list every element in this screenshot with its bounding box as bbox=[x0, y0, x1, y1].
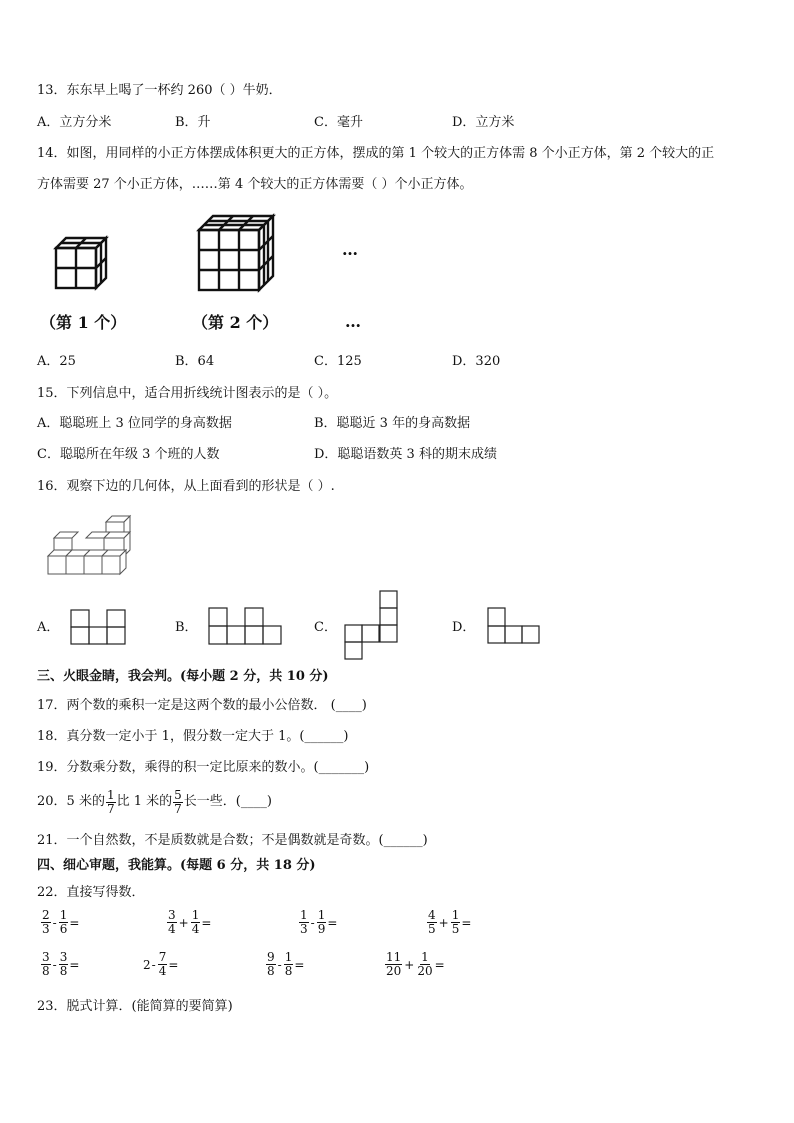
r2-4-op: + bbox=[404, 957, 415, 972]
r1-3-a-den: 3 bbox=[300, 922, 308, 936]
r1-1-a-num: 2 bbox=[42, 908, 50, 922]
r1-1-b-num: 1 bbox=[59, 908, 68, 922]
q13-option-b[interactable]: B．升 bbox=[175, 115, 211, 130]
q17: 17．两个数的乘积一定是这两个数的最小公倍数． (____) bbox=[37, 698, 367, 713]
calc-r1-4 bbox=[426, 909, 471, 936]
r1-2-a-num: 3 bbox=[168, 908, 176, 922]
r1-1-b-den: 6 bbox=[59, 922, 68, 936]
q16-option-a[interactable]: A． bbox=[37, 620, 60, 635]
r1-4-eq: = bbox=[461, 915, 472, 930]
r2-4-b-den: 20 bbox=[417, 964, 433, 978]
q20-frac1-den: 7 bbox=[106, 801, 115, 816]
r2-4-eq: = bbox=[434, 957, 445, 972]
q20-fraction-2 bbox=[173, 789, 183, 816]
q14-option-a[interactable]: A．25 bbox=[37, 354, 76, 369]
q14-stem-line1: 14．如图，用同样的小正方体摆成体积更大的正方体，摆成的第 1 个较大的正方体需 8 个小正方体，第 2 个较大的正 bbox=[37, 146, 715, 161]
r2-1-a-den: 8 bbox=[42, 964, 50, 978]
r2-1-eq: = bbox=[69, 957, 80, 972]
caption-first: （第 1 个） bbox=[40, 313, 127, 332]
q16-option-d[interactable]: D． bbox=[452, 620, 476, 635]
q14-option-c[interactable]: C．125 bbox=[314, 354, 362, 369]
q14-stem-line2: 方体需要 27 个小正方体，……第 4 个较大的正方体需要（ ）个小正方体。 bbox=[37, 177, 473, 192]
ellipsis-top: … bbox=[342, 240, 359, 259]
section4-title: 四、细心审题，我能算。(每题 6 分，共 18 分) bbox=[37, 858, 316, 873]
calc-r1-2 bbox=[166, 909, 211, 936]
r1-2-b-den: 4 bbox=[191, 922, 200, 936]
q13-stem: 13．东东早上喝了一杯约 260（ ）牛奶． bbox=[37, 83, 282, 98]
calc-r2-1 bbox=[40, 951, 79, 978]
option-a-shape[interactable] bbox=[70, 609, 126, 645]
r2-2-b-den: 4 bbox=[158, 964, 167, 978]
q20-frac2-den: 7 bbox=[174, 801, 182, 816]
r1-2-a-den: 4 bbox=[168, 922, 176, 936]
q16-stem: 16．观察下边的几何体，从上面看到的形状是（ ）. bbox=[37, 479, 335, 494]
solid-figure bbox=[46, 514, 136, 580]
q15-stem: 15．下列信息中，适合用折线统计图表示的是（ ）。 bbox=[37, 386, 338, 401]
q20-prefix: 20．5 米的 bbox=[37, 794, 105, 809]
q16-option-b[interactable]: B． bbox=[175, 620, 198, 635]
q15-option-b[interactable]: B．聪聪近 3 年的身高数据 bbox=[314, 416, 471, 431]
calc-r1-3 bbox=[298, 909, 337, 936]
q22: 22．直接写得数． bbox=[37, 885, 145, 900]
r2-2-b-num: 7 bbox=[158, 950, 167, 964]
q15-option-a[interactable]: A．聪聪班上 3 位同学的身高数据 bbox=[37, 416, 232, 431]
option-c-shape[interactable] bbox=[344, 590, 400, 662]
q23: 23．脱式计算．(能简算的要简算) bbox=[37, 999, 233, 1014]
r1-1-a-den: 3 bbox=[42, 922, 50, 936]
r1-2-op: + bbox=[178, 915, 189, 930]
r1-4-a-num: 4 bbox=[428, 908, 436, 922]
calc-r1-1 bbox=[40, 909, 79, 936]
r1-2-eq: = bbox=[201, 915, 212, 930]
r2-3-eq: = bbox=[294, 957, 305, 972]
r2-4-b-num: 1 bbox=[421, 950, 429, 964]
option-b-shape[interactable] bbox=[208, 607, 282, 645]
r1-3-b-den: 9 bbox=[317, 922, 326, 936]
r1-4-op: + bbox=[438, 915, 449, 930]
r1-4-a-den: 5 bbox=[428, 922, 436, 936]
calc-r2-2 bbox=[143, 951, 178, 978]
q19: 19．分数乘分数，乘得的积一定比原来的数小。(_______) bbox=[37, 760, 370, 775]
q20-mid: 比 1 米的 bbox=[116, 794, 173, 809]
r2-2-whole: 2 bbox=[143, 957, 151, 972]
q13-option-c[interactable]: C．毫升 bbox=[314, 115, 363, 130]
q20-frac1-num: 1 bbox=[106, 787, 115, 802]
ellipsis-bottom: … bbox=[345, 312, 362, 331]
r2-3-b-den: 8 bbox=[284, 964, 293, 978]
r2-2-op: - bbox=[151, 957, 156, 972]
r1-3-op: - bbox=[310, 915, 315, 930]
calc-r2-4 bbox=[384, 951, 445, 978]
r1-3-a-num: 1 bbox=[300, 908, 308, 922]
cube-2x2x2-figure bbox=[50, 232, 110, 292]
q13-option-a[interactable]: A．立方分米 bbox=[37, 115, 112, 130]
r1-3-b-num: 1 bbox=[317, 908, 326, 922]
option-d-shape[interactable] bbox=[487, 607, 543, 645]
cube-3x3x3-figure bbox=[193, 210, 279, 294]
r2-2-eq: = bbox=[168, 957, 179, 972]
q20-suffix: 长一些．(____) bbox=[183, 794, 272, 809]
r2-1-a-num: 3 bbox=[42, 950, 50, 964]
r1-3-eq: = bbox=[327, 915, 338, 930]
r1-4-b-num: 1 bbox=[451, 908, 460, 922]
r2-3-op: - bbox=[277, 957, 282, 972]
r1-1-eq: = bbox=[69, 915, 80, 930]
q20-fraction-1 bbox=[106, 789, 116, 816]
q16-option-c[interactable]: C． bbox=[314, 620, 337, 635]
r2-1-b-den: 8 bbox=[59, 964, 68, 978]
caption-second: （第 2 个） bbox=[192, 313, 279, 332]
r1-4-b-den: 5 bbox=[451, 922, 460, 936]
r2-1-b-num: 3 bbox=[59, 950, 68, 964]
section3-title: 三、火眼金睛，我会判。(每小题 2 分，共 10 分) bbox=[37, 669, 329, 684]
q21: 21．一个自然数，不是质数就是合数；不是偶数就是奇数。(______) bbox=[37, 833, 428, 848]
r2-4-a-num: 11 bbox=[386, 950, 402, 964]
r1-2-b-num: 1 bbox=[191, 908, 200, 922]
r2-3-a-den: 8 bbox=[267, 964, 275, 978]
q15-option-c[interactable]: C．聪聪所在年级 3 个班的人数 bbox=[37, 447, 220, 462]
q18: 18．真分数一定小于 1，假分数一定大于 1。(______) bbox=[37, 729, 349, 744]
r2-1-op: - bbox=[52, 957, 57, 972]
q14-option-b[interactable]: B．64 bbox=[175, 354, 215, 369]
r1-1-op: - bbox=[52, 915, 57, 930]
q20-frac2-num: 5 bbox=[174, 787, 182, 802]
r2-4-a-den: 20 bbox=[386, 964, 402, 978]
r2-3-b-num: 1 bbox=[284, 950, 293, 964]
q13-option-d[interactable]: D．立方米 bbox=[452, 115, 515, 130]
q15-option-d[interactable]: D．聪聪语数英 3 科的期末成绩 bbox=[314, 447, 497, 462]
q20 bbox=[37, 786, 272, 818]
q14-option-d[interactable]: D．320 bbox=[452, 354, 501, 369]
calc-r2-3 bbox=[265, 951, 304, 978]
r2-3-a-num: 9 bbox=[267, 950, 275, 964]
